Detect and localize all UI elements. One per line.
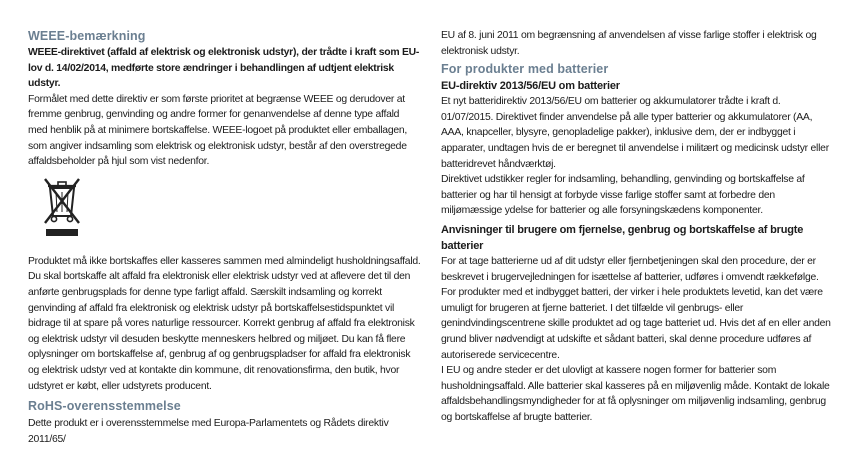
user-instructions-heading: Anvisninger til brugere om fjernelse, genbrug og bortskaffelse af brugte batterier bbox=[441, 223, 804, 252]
weee-purpose-paragraph: Formålet med dette direktiv er som første prioritet at begrænse WEEE og derudover at fremme genbrug, genvinding og andre former for genanvendelse af denne type affald med henblik på at minimere bortskaffelse. WEEE-logoet på produktet eller emballagen, som angiver indsamling som elektrisk og elektronisk udstyr, består af den overstregede affaldsbeholder på hjul som vist nedenfor. bbox=[28, 93, 408, 168]
weee-disposal-paragraph: Produktet må ikke bortskaffes eller kasseres sammen med almindeligt husholdningsaffald. Du skal bortskaffe alt affald fra elektronisk eller elektrisk udstyr ved at aflevere det til den anførte genbrugsplads for denne type farligt affald. Særskilt indsamling og korrekt genvinding af affald fra elektronisk og elektrisk udstyr på bortskaffelsestidspunktet vil bidrage til at spare på vores naturlige ressourcer. Korrekt genbrug af affald fra elektronisk og elektrisk udstyr vil desuden beskytte menneskers helbred og miljøet. Du kan få flere oplysninger om bortskaffelse af, genbrug af og genbrugspladser for affald fra elektronisk og elektrisk udstyr ved at kontakte din kommune, dit renovationsfirma, den butik, hvor udstyret er købt, eller udstyrets producent. bbox=[28, 255, 421, 392]
battery-removal-paragraph: For at tage batterierne ud af dit udstyr eller fjernbetjeningen skal den procedure, der er beskrevet i brugervejledningen for isættelse af batterier, udføres i omvendt rækkefølge. For produkter med et indbygget batteri, der virker i hele produktets levetid, kan det være umuligt for brugeren at fjerne batteriet. I det tilfælde vil genbrugs- eller genindvindingscentrene skille produktet ad og tage batteriet ud. Hvis det af en eller anden grund bliver nødvendigt at udskifte et sådant batteri, skal denne procedure udføres af autoriserede servicecentre. bbox=[441, 255, 831, 361]
weee-heading: WEEE-bemærkning bbox=[28, 29, 146, 43]
weee-intro-paragraph: WEEE-direktivet (affald af elektrisk og elektronisk udstyr), der trådte i kraft som EU-lov d. 14/02/2014, medførte store ændringer i behandlingen af udtjent elektrisk udstyr. bbox=[28, 47, 420, 90]
battery-heading: For produkter med batterier bbox=[441, 62, 609, 77]
rohs-heading: RoHS-overensstemmelse bbox=[28, 399, 181, 414]
battery-directive-paragraph: Et nyt batteridirektiv 2013/56/EU om batterier og akkumulatorer trådte i kraft d. 01/07/2015. Direktivet finder anvendelse på alle typer batterier og akkumulatorer (AA, AAA, knapceller, blysyre, genopladelige pakker), inklusive dem, der er indbygget i apparater, undtagen hvis de er beregnet til anvendelse i militært og medicinsk udstyr eller batteridrevet håndværktøj. bbox=[441, 96, 829, 170]
battery-rules-paragraph: Direktivet udstikker regler for indsamling, behandling, genvinding og bortskaffelse af batterier og har til hensigt at forbyde visse farlige stoffer samt at forbedre den miljømæssige ydelse for batterier og alle forsyningskædens komponenter. bbox=[441, 174, 805, 217]
battery-disposal-paragraph: I EU og andre steder er det ulovligt at kassere nogen former for batterier som husholdningsaffald. Alle batterier skal kasseres på en miljøvenlig måde. Kontakt de lokale affaldsbehandlingsmyndigheder for at få oplysninger om miljøvenlig indsamling, genbrug og bortskaffelse af brugte batterier. bbox=[441, 365, 830, 423]
eu-directive-heading: EU-direktiv 2013/56/EU om batterier bbox=[441, 80, 620, 93]
rohs-paragraph: Dette produkt er i overensstemmelse med Europa-Parlamentets og Rådets direktiv 2011/65/ bbox=[28, 418, 389, 445]
rohs-continued-paragraph: EU af 8. juni 2011 om begrænsning af anvendelsen af visse farlige stoffer i elektrisk og elektronisk udstyr. bbox=[441, 30, 817, 57]
left-column bbox=[28, 0, 421, 447]
right-column bbox=[441, 0, 833, 425]
crossed-out-wheelie-bin-icon bbox=[42, 176, 102, 244]
